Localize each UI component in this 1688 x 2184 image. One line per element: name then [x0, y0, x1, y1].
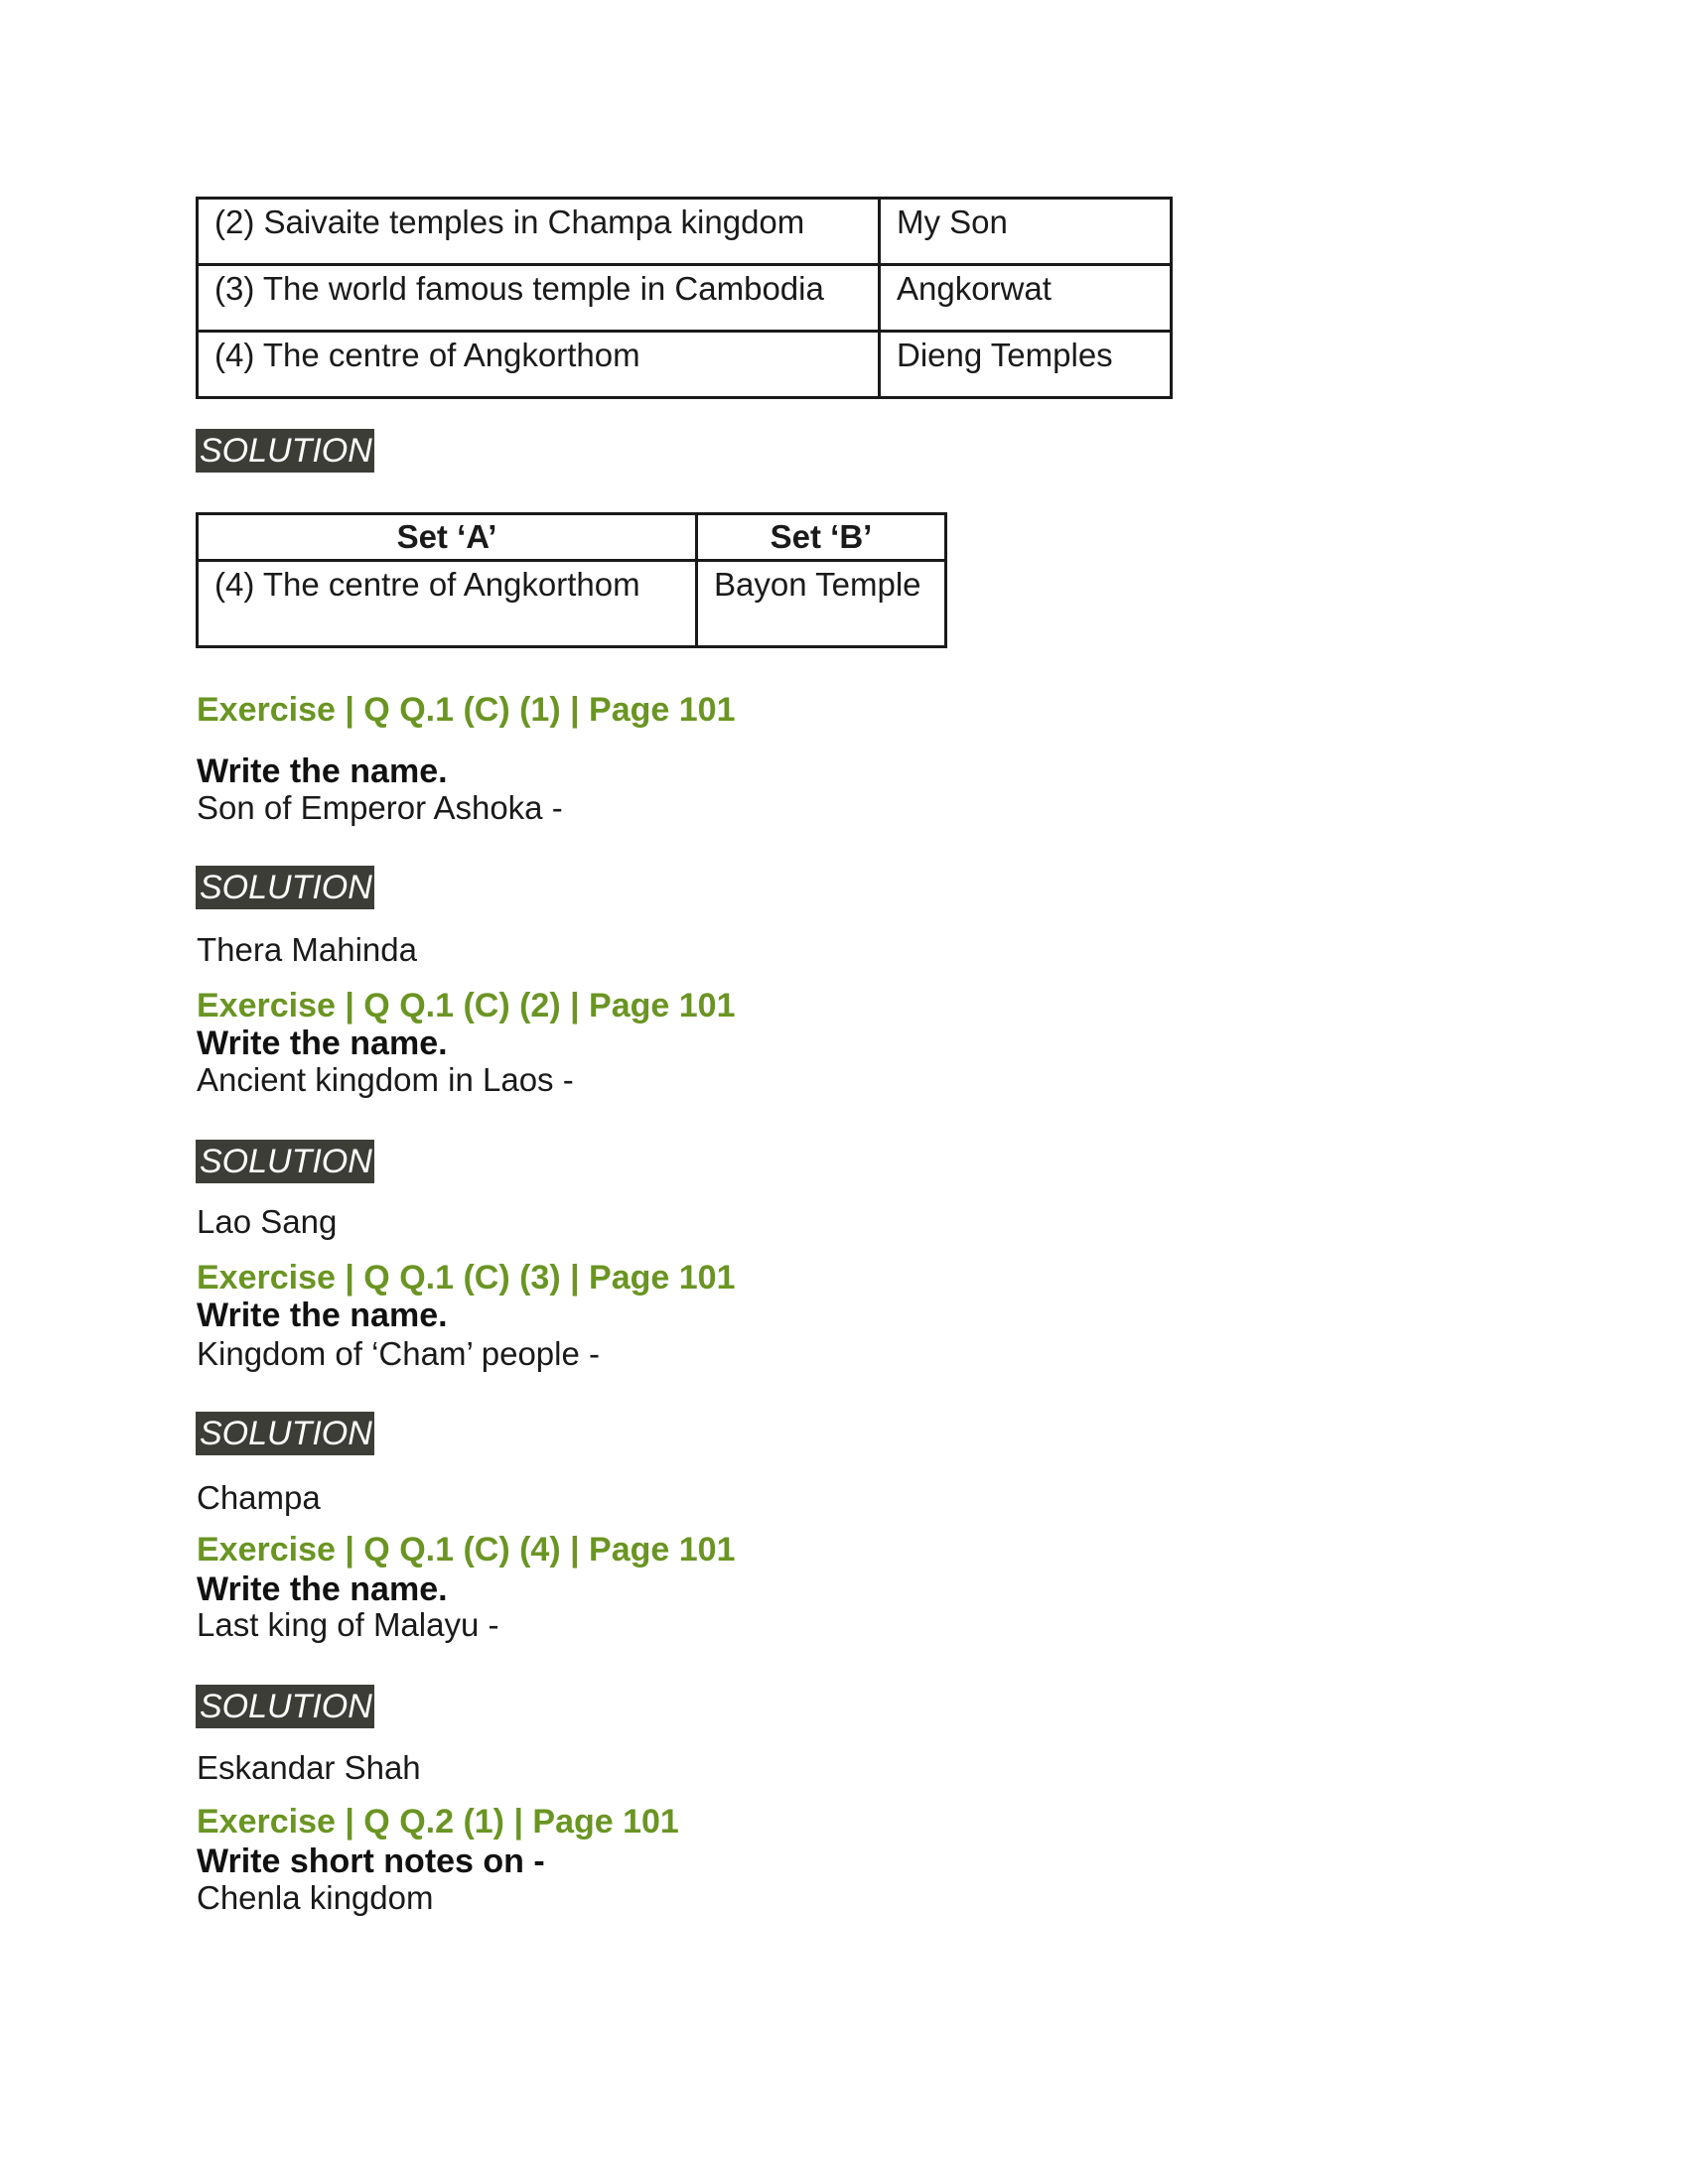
set-a-cell: (4) The centre of Angkorthom [198, 561, 697, 647]
solution-label: SOLUTION [196, 866, 374, 909]
answer-text: Champa [197, 1479, 321, 1516]
match-table [196, 197, 1173, 399]
table-row [198, 332, 1172, 398]
answer-text: Thera Mahinda [197, 931, 417, 968]
answer-text: Lao Sang [197, 1203, 338, 1240]
exercise-heading: Exercise | Q Q.1 (C) (1) | Page 101 [197, 691, 736, 729]
exercise-heading: Exercise | Q Q.1 (C) (2) | Page 101 [197, 987, 736, 1024]
question-prompt: Kingdom of ‘Cham’ people - [197, 1335, 600, 1372]
question-instruction: Write the name. [197, 1024, 448, 1062]
set-b-cell: Dieng Temples [880, 332, 1172, 398]
table-row [198, 199, 1172, 265]
table-row [198, 561, 946, 647]
question-instruction: Write the name. [197, 1570, 448, 1608]
set-a-cell: (4) The centre of Angkorthom [198, 332, 880, 398]
set-a-header: Set ‘A’ [198, 514, 697, 561]
set-b-cell: Angkorwat [880, 265, 1172, 332]
answer-table [196, 512, 947, 648]
question-instruction: Write the name. [197, 752, 448, 790]
question-prompt: Son of Emperor Ashoka - [197, 789, 563, 826]
exercise-heading: Exercise | Q Q.2 (1) | Page 101 [197, 1803, 679, 1841]
set-a-cell: (2) Saivaite temples in Champa kingdom [198, 199, 880, 265]
solution-label: SOLUTION [196, 429, 374, 473]
set-b-header: Set ‘B’ [697, 514, 946, 561]
set-b-cell: My Son [880, 199, 1172, 265]
question-instruction: Write the name. [197, 1297, 448, 1334]
set-a-cell: (3) The world famous temple in Cambodia [198, 265, 880, 332]
question-prompt: Last king of Malayu - [197, 1606, 499, 1643]
answer-text: Eskandar Shah [197, 1749, 421, 1786]
table-header-row [198, 514, 946, 561]
solution-label: SOLUTION [196, 1412, 374, 1455]
question-prompt: Ancient kingdom in Laos - [197, 1061, 574, 1098]
exercise-heading: Exercise | Q Q.1 (C) (4) | Page 101 [197, 1531, 736, 1569]
solution-label: SOLUTION [196, 1685, 374, 1728]
set-b-cell: Bayon Temple [697, 561, 946, 647]
question-prompt: Chenla kingdom [197, 1879, 434, 1916]
table-row [198, 265, 1172, 332]
exercise-heading: Exercise | Q Q.1 (C) (3) | Page 101 [197, 1259, 736, 1297]
question-instruction: Write short notes on - [197, 1843, 545, 1880]
solution-label: SOLUTION [196, 1140, 374, 1183]
